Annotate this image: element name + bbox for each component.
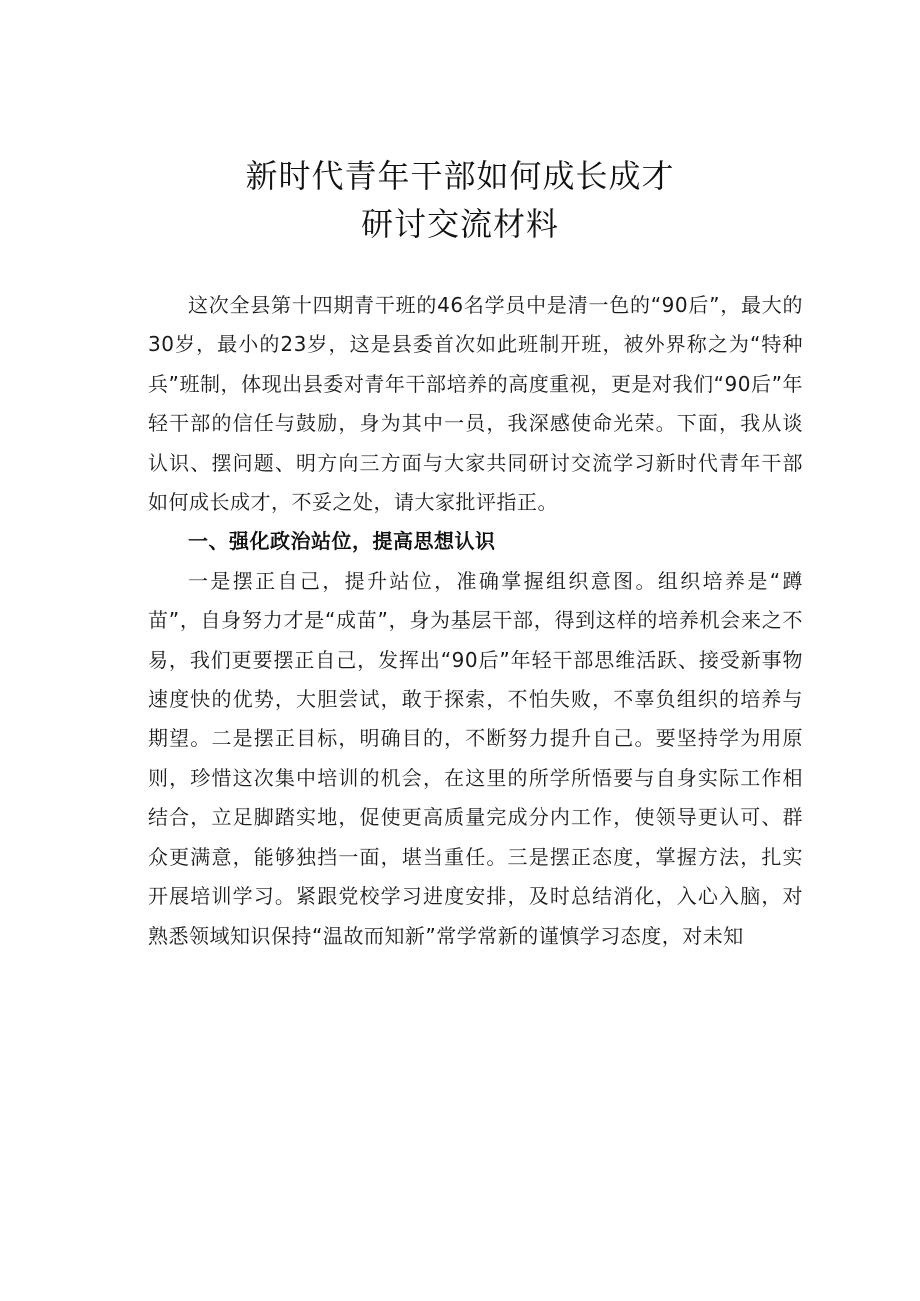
body-paragraph-2: 一是摆正自己，提升站位，准确掌握组织意图。组织培养是“蹲苗”，自身努力才是“成苗”，身为基层干部，得到这样的培养机会来之不易，我们更要摆正自己，发挥出“90后”年轻干部思维活跃、接受新事物速度快的优势，大胆尝试，敢于探索，不怕失败，不辜负组织的培养与期望。二是摆正目标，明确目的，不断努力提升自己。要坚持学为用原则，珍惜这次集中培训的机会，在这里的所学所悟要与自身实际工作相结合，立足脚踏实地，促使更高质量完成分内工作，使领导更认可、群众更满意，能够独挡一面，堪当重任。三是摆正态度，掌握方法，扎实开展培训学习。紧跟党校学习进度安排，及时总结消化，入心入脑，对熟悉领域知识保持“温故而知新”常学常新的谨慎学习态度，对未知 xyxy=(148,568,803,948)
document-body xyxy=(148,286,803,956)
title-line-1: 新时代青年干部如何成长成才 xyxy=(245,157,675,195)
title-line-2: 研讨交流材料 xyxy=(360,205,559,243)
document-title xyxy=(0,152,920,248)
body-paragraph-1: 这次全县第十四期青干班的46名学员中是清一色的“90后”，最大的30岁，最小的23岁，这是县委首次如此班制开班，被外界称之为“特种兵”班制，体现出县委对青年干部培养的高度重视，更是对我们“90后”年轻干部的信任与鼓励，身为其中一员，我深感使命光荣。下面，我从谈认识、摆问题、明方向三方面与大家共同研讨交流学习新时代青年干部如何成长成才，不妥之处，请大家批评指正。 xyxy=(148,293,803,515)
section-heading-1: 一、强化政治站位，提高思想认识 xyxy=(188,529,496,554)
